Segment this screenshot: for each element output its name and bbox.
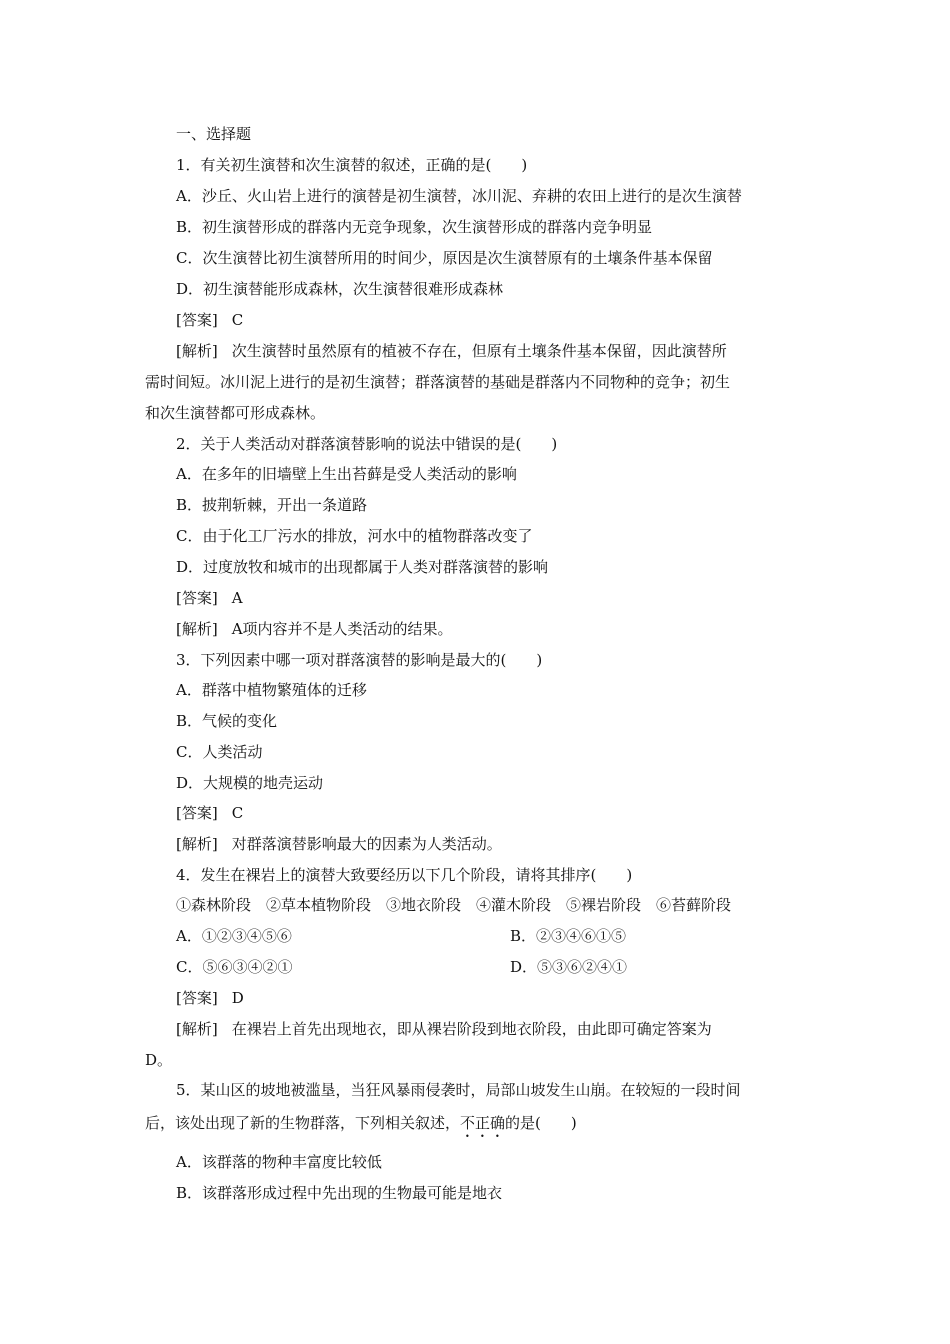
analysis-text: 次生演替时虽然原有的植被不存在，但原有土壤条件基本保留，因此演替所 (231, 342, 727, 360)
q4-analysis (176, 1019, 712, 1039)
q5-option-b: B．该群落形成过程中先出现的生物最可能是地衣 (176, 1184, 503, 1202)
q1-option-a: A．沙丘、火山岩上进行的演替是初生演替，冰川泥、弃耕的农田上进行的是次生演替 (176, 187, 742, 205)
answer-value: C (231, 804, 244, 822)
answer-label: [答案] (176, 589, 218, 607)
q4-stages: ①森林阶段 ②草本植物阶段 ③地衣阶段 ④灌木阶段 ⑤裸岩阶段 ⑥苔藓阶段 (176, 896, 732, 914)
q3-option-b: B．气候的变化 (176, 712, 278, 730)
answer-label: [答案] (176, 311, 218, 329)
answer-value: D (231, 989, 244, 1007)
q2-option-a: A．在多年的旧墙壁上生出苔藓是受人类活动的影响 (176, 465, 517, 483)
q4-stem: 4．发生在裸岩上的演替大致要经历以下几个阶段，请将其排序( ) (176, 866, 633, 884)
answer-label: [答案] (176, 989, 218, 1007)
q3-answer (176, 803, 243, 823)
q4-option-a: A．①②③④⑤⑥ (176, 927, 292, 945)
q1-analysis-line: 和次生演替都可形成森林。 (145, 404, 326, 422)
section-title: 一、选择题 (176, 125, 252, 143)
q3-analysis (176, 834, 502, 854)
analysis-label: [解析] (176, 620, 218, 638)
q5-stem-line (145, 1113, 577, 1141)
q5-option-a: A．该群落的物种丰富度比较低 (176, 1153, 382, 1171)
q3-option-a: A．群落中植物繁殖体的迁移 (176, 681, 367, 699)
q4-option-c: C．⑤⑥③④②① (176, 958, 293, 976)
q4-analysis-line: D。 (145, 1051, 173, 1069)
answer-label: [答案] (176, 804, 218, 822)
q2-stem: 2．关于人类活动对群落演替影响的说法中错误的是( ) (176, 435, 558, 453)
q2-option-c: C．由于化工厂污水的排放，河水中的植物群落改变了 (176, 527, 533, 545)
q1-analysis-line: 需时间短。冰川泥上进行的是初生演替；群落演替的基础是群落内不同物种的竞争；初生 (145, 373, 731, 391)
q1-option-c: C．次生演替比初生演替所用的时间少，原因是次生演替原有的土壤条件基本保留 (176, 249, 713, 267)
answer-value: A (231, 589, 243, 607)
q1-stem: 1．有关初生演替和次生演替的叙述，正确的是( ) (176, 156, 528, 174)
answer-value: C (231, 311, 244, 329)
analysis-label: [解析] (176, 342, 218, 360)
q4-option-b: B．②③④⑥①⑤ (510, 927, 627, 945)
q1-option-d: D．初生演替能形成森林，次生演替很难形成森林 (176, 280, 504, 298)
q5-stem: 5．某山区的坡地被滥垦，当狂风暴雨侵袭时，局部山坡发生山崩。在较短的一段时间 (176, 1081, 741, 1099)
q5-stem-text: 后，该处出现了新的生物群落，下列相关叙述， (145, 1114, 461, 1132)
q3-stem: 3．下列因素中哪一项对群落演替的影响是最大的( ) (176, 651, 543, 669)
q4-option-d: D．⑤③⑥②④① (510, 958, 628, 976)
q2-analysis (176, 619, 453, 639)
analysis-label: [解析] (176, 1020, 218, 1038)
q1-analysis (176, 341, 727, 361)
analysis-text: 对群落演替影响最大的因素为人类活动。 (231, 835, 502, 853)
q3-option-d: D．大规模的地壳运动 (176, 774, 324, 792)
q4-answer (176, 988, 244, 1008)
q1-option-b: B．初生演替形成的群落内无竞争现象，次生演替形成的群落内竞争明显 (176, 218, 653, 236)
q2-answer (176, 588, 243, 608)
q5-stem-tail: 的是( ) (505, 1114, 577, 1132)
q2-option-d: D．过度放牧和城市的出现都属于人类对群落演替的影响 (176, 558, 549, 576)
q3-option-c: C．人类活动 (176, 743, 263, 761)
analysis-text: 在裸岩上首先出现地衣，即从裸岩阶段到地衣阶段，由此即可确定答案为 (231, 1020, 712, 1038)
analysis-label: [解析] (176, 835, 218, 853)
q5-emphasis: 不正确 (460, 1114, 506, 1132)
analysis-text: A项内容并不是人类活动的结果。 (231, 620, 453, 638)
q2-option-b: B．披荆斩棘，开出一条道路 (176, 496, 368, 514)
q1-answer (176, 310, 243, 330)
